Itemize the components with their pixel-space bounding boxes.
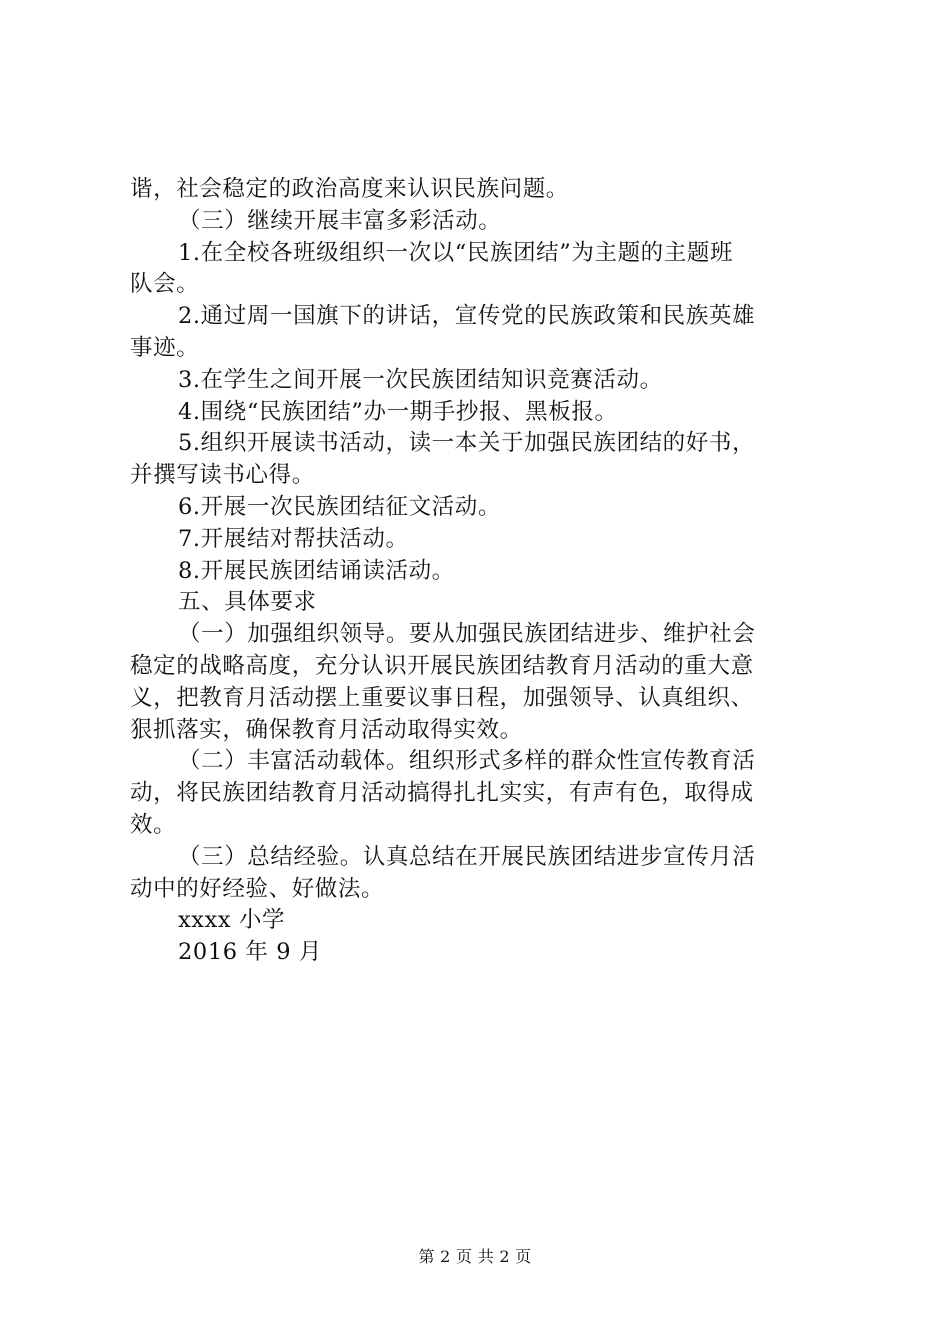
paragraph-line: 狠抓落实，确保教育月活动取得实效。 <box>130 716 523 743</box>
section-heading: 五、具体要求 <box>178 589 317 616</box>
paragraph-line: 效。 <box>130 811 177 838</box>
paragraph-line: 动，将民族团结教育月活动搞得扎扎实实，有声有色，取得成 <box>130 780 754 807</box>
list-item: 3.在学生之间开展一次民族团结知识竞赛活动。 <box>178 366 663 393</box>
paragraph-line: （三）总结经验。认真总结在开展民族团结进步宣传月活 <box>178 843 756 870</box>
text-line: 谐，社会稳定的政治高度来认识民族问题。 <box>130 176 569 202</box>
page-number: 第 2 页 共 2 页 <box>418 1247 532 1266</box>
list-item: 7.开展结对帮扶活动。 <box>178 525 409 552</box>
signature-date: 2016 年 9 月 <box>178 939 323 966</box>
list-item: 2.通过周一国旗下的讲话，宣传党的民族政策和民族英雄 <box>178 303 756 330</box>
paragraph-line: 动中的好经验、好做法。 <box>130 875 385 902</box>
paragraph-line: （一）加强组织领导。要从加强民族团结进步、维护社会 <box>178 621 756 648</box>
list-item: 6.开展一次民族团结征文活动。 <box>178 493 501 520</box>
page-footer <box>0 1244 950 1267</box>
list-item: 1.在全校各班级组织一次以“民族团结”为主题的主题班 <box>178 239 734 266</box>
text-line: 队会。 <box>130 271 200 298</box>
list-item: 4.围绕“民族团结”办一期手抄报、黑板报。 <box>178 398 618 425</box>
text-line: 并撰写读书心得。 <box>130 462 315 489</box>
section-heading: （三）继续开展丰富多彩活动。 <box>178 207 502 234</box>
signature-org: xxxx 小学 <box>178 907 286 934</box>
list-item: 5.组织开展读书活动，读一本关于加强民族团结的好书， <box>178 430 756 457</box>
paragraph-line: 义，把教育月活动摆上重要议事日程，加强领导、认真组织、 <box>130 684 754 711</box>
document-body <box>130 174 832 969</box>
list-item: 8.开展民族团结诵读活动。 <box>178 557 455 584</box>
paragraph-line: 稳定的战略高度，充分认识开展民族团结教育月活动的重大意 <box>130 652 754 679</box>
paragraph-line: （二）丰富活动载体。组织形式多样的群众性宣传教育活 <box>178 748 756 775</box>
text-line: 事迹。 <box>130 334 200 361</box>
